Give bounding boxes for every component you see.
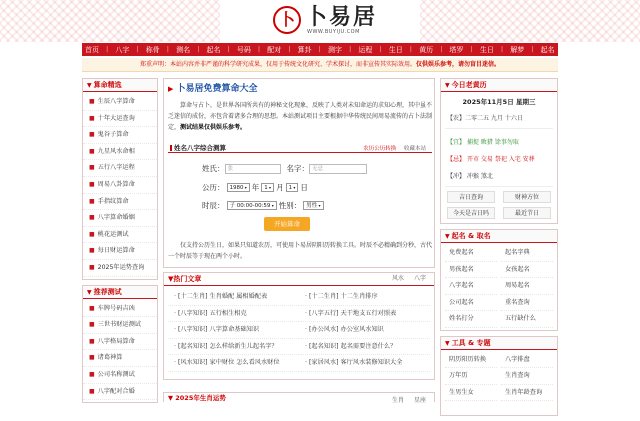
list-item[interactable]: ■ 车牌号码吉凶 — [83, 301, 157, 318]
nav-item[interactable]: 生日 — [388, 45, 403, 54]
hot-articles-box — [163, 272, 435, 380]
main-column — [163, 78, 435, 380]
zodiac-tab[interactable]: 生肖 — [392, 397, 405, 404]
site-url: WWW.BUYIJU.COM — [307, 29, 360, 35]
bullet-icon: ■ — [89, 180, 95, 188]
bullet-icon: ■ — [89, 247, 95, 255]
zodiac-fortune-title: ▼ 2025年生肖运势 — [168, 394, 226, 402]
naming-link[interactable]: 八字起名 — [445, 278, 497, 295]
left-column — [82, 78, 158, 408]
tools-link[interactable]: 生肖查询 — [501, 368, 553, 385]
triangle-icon: ▼ — [445, 339, 450, 347]
naming-link[interactable]: 起名字典 — [501, 245, 553, 262]
left-menu-list — [83, 92, 157, 279]
header-pattern-right — [420, 0, 640, 42]
recent-festivals-button[interactable]: 最近节日 — [503, 207, 551, 219]
right-column — [440, 78, 558, 421]
nav-item[interactable]: 黄历 — [419, 45, 434, 54]
bullet-icon: · — [174, 359, 176, 366]
triangle-icon: ▶ — [168, 85, 174, 93]
bullet-icon: ■ — [89, 197, 95, 205]
bullet-icon: ■ — [89, 98, 95, 105]
list-item[interactable]: ■ 桃花运测试 — [83, 227, 157, 244]
nav-separator: | — [166, 46, 169, 53]
nav-item[interactable]: 号码 — [236, 45, 251, 54]
list-item[interactable]: ■ 周易八卦算命 — [83, 177, 157, 194]
nav-separator: | — [501, 46, 504, 53]
nav-separator: | — [531, 46, 534, 53]
bookmark-link[interactable]: 收藏本站 — [403, 146, 426, 152]
bullet-icon: ■ — [89, 114, 95, 122]
triangle-icon: ▼ — [445, 82, 450, 89]
nav-item[interactable]: 算卦 — [297, 45, 312, 54]
tools-title: ▼ 工具 & 专题 — [441, 337, 557, 350]
list-item[interactable]: ■ 八字配对合婚 — [83, 384, 157, 401]
hour-select[interactable]: 子 00:00-00:59 ▾ — [227, 201, 277, 210]
list-item[interactable]: ■ 八字算命婚姻 — [83, 210, 157, 227]
list-item[interactable]: ■ 诸葛神算 — [83, 350, 157, 367]
site-header — [0, 0, 640, 42]
article-link[interactable]: · [起名知识] 怎么样给新生儿起名字？ — [168, 339, 299, 356]
day-unit: 日 — [300, 183, 308, 192]
title-bar-icon — [170, 145, 172, 151]
article-link[interactable]: · [十二生肖] 生肖婚配 属相婚配表 — [168, 289, 299, 306]
almanac-ji: 【忌】 开市 交易 祭祀 入宅 安葬 — [447, 156, 535, 163]
month-select[interactable]: 1 ▾ — [261, 183, 274, 192]
calc-title: 姓名八字综合测算 — [174, 144, 226, 152]
naming-link[interactable]: 五行缺什么 — [501, 311, 553, 328]
list-item[interactable]: ■ 八字格局算命 — [83, 334, 157, 351]
gender-select[interactable]: 男性 ▾ — [303, 201, 323, 210]
nav-item[interactable]: 起名 — [206, 45, 221, 54]
bullet-icon: · — [174, 293, 176, 300]
left-recommend-box — [82, 285, 158, 404]
disclaimer-notice — [82, 58, 558, 72]
site-logo[interactable] — [273, 4, 393, 38]
triangle-icon: ▼ — [87, 288, 92, 296]
list-item[interactable]: ■ 十年大运查询 — [83, 111, 157, 128]
header-pattern-left — [0, 0, 220, 42]
bullet-icon: ■ — [89, 263, 95, 271]
nav-separator: | — [136, 46, 139, 53]
calendar-convert-link[interactable]: 农历公历转换 — [363, 146, 397, 152]
start-fortune-button[interactable]: 开始算命 — [264, 217, 310, 231]
nav-item[interactable]: 首页 — [85, 45, 99, 54]
nav-item[interactable]: 配对 — [267, 45, 282, 54]
bullet-icon: ■ — [89, 214, 95, 222]
naming-link[interactable]: 男孩起名 — [445, 262, 497, 279]
naming-link[interactable]: 公司起名 — [445, 295, 497, 312]
triangle-icon: ▼ — [445, 233, 450, 240]
bullet-icon: ■ — [89, 131, 95, 139]
article-link[interactable]: · [家居风水] 客厅风水装修知识大全 — [299, 355, 430, 372]
nav-separator: | — [470, 46, 473, 53]
almanac-box — [440, 78, 558, 224]
nav-item[interactable]: 起名 — [540, 45, 555, 54]
tools-link[interactable]: 生肖年龄查询 — [501, 385, 553, 402]
left-recommend-list — [83, 299, 157, 403]
nav-separator: | — [379, 46, 382, 53]
calc-header — [168, 141, 432, 153]
nav-separator: | — [106, 46, 109, 53]
list-item[interactable]: ■ 三世书财运测试 — [83, 317, 157, 334]
naming-box — [440, 229, 558, 331]
given-name-label: 名字： — [286, 164, 309, 173]
fortune-main-box — [163, 78, 435, 268]
left-recommend-title: ▼ 推荐测试 — [83, 286, 157, 299]
naming-link[interactable]: 女孩起名 — [501, 262, 553, 279]
year-select[interactable]: 1980 ▾ — [227, 183, 250, 192]
bullet-icon: ■ — [89, 337, 95, 345]
name-row — [202, 163, 367, 174]
nav-item[interactable]: 八字 — [115, 45, 130, 54]
lucky-day-button[interactable]: 吉日查询 — [447, 191, 495, 203]
naming-title: ▼ 起名 & 取名 — [441, 230, 557, 243]
list-item[interactable]: ■ 五行八字运程 — [83, 160, 157, 177]
hot-tab-bazi[interactable]: 八字 — [413, 275, 426, 282]
hot-articles-title: 热门文章 — [173, 275, 202, 283]
article-link[interactable]: · [起名知识] 起名需要注意什么？ — [299, 339, 430, 356]
almanac-chong: 【冲】 冲猴 煞北 — [447, 173, 493, 180]
list-item[interactable]: ■ 鬼谷子算命 — [83, 127, 157, 144]
nav-separator: | — [258, 46, 261, 53]
nav-item[interactable]: 塔罗 — [449, 45, 464, 54]
nav-separator: | — [288, 46, 291, 53]
article-link[interactable]: · [八字知识] 八字算命基础知识 — [168, 322, 299, 339]
notice-bold: 仅供娱乐参考，请勿盲目迷信。 — [416, 61, 501, 68]
list-item[interactable]: ■ 公司名称测试 — [83, 367, 157, 384]
surname-label: 姓氏： — [202, 164, 225, 173]
list-item[interactable]: ■ 九星风水命相 — [83, 144, 157, 161]
tools-link[interactable]: 生男生女 — [445, 385, 497, 402]
wealth-direction-button[interactable]: 财神方位 — [503, 191, 551, 203]
left-menu-box — [82, 78, 158, 280]
list-item[interactable]: ■ 生辰八字算命 — [83, 94, 157, 111]
bullet-icon: ■ — [89, 354, 95, 362]
triangle-icon: ▼ — [168, 394, 173, 402]
list-item[interactable]: ■ 手指纹算命 — [83, 194, 157, 211]
bullet-icon: ■ — [89, 147, 95, 155]
nav-item[interactable]: 解梦 — [510, 45, 525, 54]
article-link[interactable]: · [十二生肖] 十二生肖排序 — [299, 289, 430, 306]
bullet-icon: · — [174, 342, 176, 350]
site-title: 卜易居 — [305, 4, 378, 30]
nav-item[interactable]: 称骨 — [145, 45, 160, 54]
naming-link[interactable]: 免费起名 — [445, 245, 497, 262]
almanac-title: ▼ 今日老黄历 — [441, 79, 557, 92]
tools-link[interactable]: 阴历阳历转换 — [445, 352, 497, 369]
article-link[interactable]: · [八字知识] 五行相生相克 — [168, 306, 299, 323]
bullet-icon: · — [305, 342, 307, 350]
hot-tab-fengshui[interactable]: 风水 — [392, 275, 405, 282]
bullet-icon: · — [174, 326, 176, 333]
naming-link[interactable]: 周易起名 — [501, 278, 553, 295]
constellation-tab[interactable]: 星座 — [413, 397, 426, 404]
nav-item[interactable]: 测字 — [328, 45, 342, 54]
article-link[interactable]: · [风水知识] 家中财位 怎么看风水财位 — [168, 355, 299, 372]
bullet-icon: · — [305, 359, 307, 366]
year-unit: 年 — [251, 183, 260, 192]
nav-separator: | — [409, 46, 412, 53]
birth-label: 公历： — [202, 183, 225, 192]
bullet-icon: ■ — [89, 304, 95, 312]
left-menu-title: ▼ 算命精选 — [83, 79, 157, 92]
birthdate-row — [202, 182, 308, 193]
article-link[interactable]: · [八字五行] 天干地支五行对照表 — [299, 306, 430, 323]
list-item[interactable]: ■ 2025年运势查询 — [83, 260, 157, 277]
logo-seal-icon: 卜 — [273, 6, 301, 34]
nav-separator: | — [197, 46, 200, 53]
nav-separator: | — [318, 46, 321, 53]
tools-list — [441, 350, 557, 404]
naming-link[interactable]: 重名查询 — [501, 295, 553, 312]
nav-item[interactable]: 生日 — [479, 45, 494, 54]
month-unit: 月 — [276, 183, 284, 192]
bullet-icon: ■ — [89, 370, 95, 378]
main-title: ▶ 卜易居免费算命大全 — [168, 84, 258, 94]
naming-link[interactable]: 姓名打分 — [445, 311, 497, 328]
nav-item[interactable]: 测名 — [176, 45, 191, 54]
intro-text: 算命与占卜，是世界各国所共有的神秘文化现象，反映了人类对未知命运的求知心理，其中虽不乏迷信的成份，亦包含着诸多合理的思想。本站测试项目主要根据中华传统民间周易流传的占卜法制定，测试结果仅供娱乐参考。 — [168, 102, 433, 131]
almanac-date: 2025年11月5日 星期三 — [462, 98, 536, 106]
zodiac-fortune-box — [163, 392, 435, 402]
bullet-icon: · — [174, 309, 176, 317]
list-item[interactable]: ■ 每日财运算命 — [83, 243, 157, 260]
hour-label: 时辰： — [202, 201, 225, 210]
bullet-icon: · — [305, 309, 307, 317]
article-link[interactable]: · [办公风水] 办公室风水知识 — [299, 322, 430, 339]
triangle-icon: ▼ — [168, 275, 174, 283]
given-name-input[interactable]: 无忌 — [309, 164, 367, 174]
almanac-lunar: 【农】二零二五 九月 十六日 — [447, 115, 523, 122]
hot-articles-list — [164, 286, 434, 372]
gender-label: 性别： — [278, 201, 302, 210]
bullet-icon: ■ — [89, 387, 95, 395]
tools-link[interactable]: 万年历 — [445, 368, 497, 385]
nav-separator: | — [227, 46, 230, 53]
day-select[interactable]: 1 ▾ — [286, 183, 299, 192]
tip-text: 仅支持公历生日，如果只知道农历，可使用卜易居阴阳历转换工具。时辰不必精确到分秒，古代一个时辰等于现在两个小时。 — [168, 242, 433, 260]
notice-text: 郑重声明：本站内容并非严谨的科学研究成果，仅用于传统文化研究、学术探讨，而非宣传其实际效用。 — [139, 61, 416, 68]
bullet-icon: ■ — [89, 164, 95, 172]
bullet-icon: ■ — [89, 321, 95, 329]
hot-articles-header — [164, 273, 434, 286]
nav-item[interactable]: 运程 — [358, 45, 373, 54]
hour-gender-row — [202, 200, 326, 211]
nav-separator: | — [440, 46, 443, 53]
almanac-yi: 【宜】 捕捉 畋猎 馀事勿取 — [447, 139, 519, 146]
triangle-icon: ▼ — [87, 82, 92, 89]
naming-list — [441, 243, 557, 330]
bullet-icon: · — [305, 293, 307, 300]
main-nav — [82, 43, 558, 56]
bullet-icon: ■ — [89, 230, 95, 238]
bullet-icon: · — [305, 326, 307, 333]
is-lucky-today-button[interactable]: 今天是吉日吗 — [447, 207, 495, 219]
tools-link[interactable]: 八字排盘 — [501, 352, 553, 369]
surname-input[interactable]: 张 — [225, 164, 281, 174]
tools-box — [440, 336, 558, 416]
nav-separator: | — [349, 46, 352, 53]
